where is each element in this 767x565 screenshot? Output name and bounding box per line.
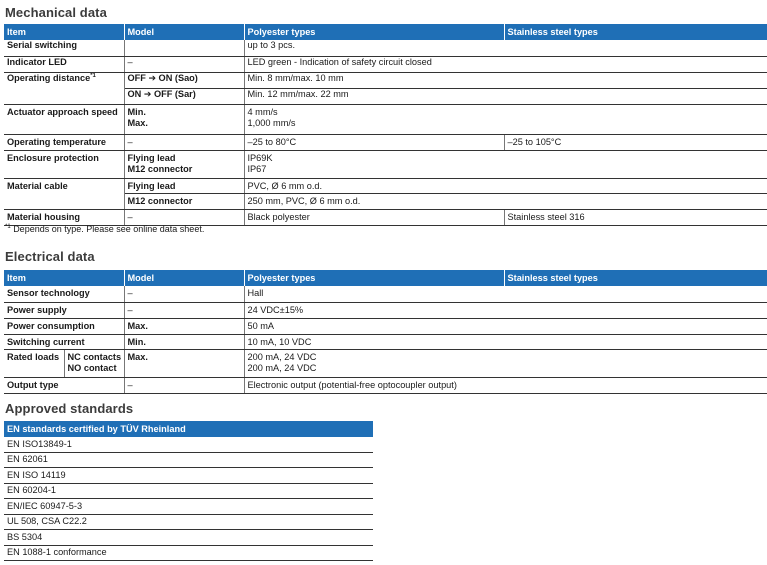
value-nc: 200 mA, 24 VDC [247, 351, 317, 362]
row-model: – [124, 302, 244, 318]
table-row [4, 209, 767, 225]
standard-item: EN ISO 14119 [4, 468, 373, 484]
row-value: 50 mA [244, 318, 767, 334]
header-model: Model [124, 24, 244, 40]
standard-item: EN/IEC 60947-5-3 [4, 499, 373, 515]
table-row [4, 377, 767, 393]
standard-item: EN 1088-1 conformance [4, 545, 373, 561]
table-row [4, 178, 767, 193]
header-item: Item [4, 270, 124, 286]
list-item [4, 545, 373, 561]
table-row [4, 318, 767, 334]
value-ip67: IP67 [247, 163, 267, 174]
row-polyester: –25 to 80°C [244, 134, 504, 150]
table-header-row [4, 421, 373, 437]
electrical-data-title: Electrical data [5, 249, 95, 264]
operating-distance-label: Operating distance [7, 72, 91, 83]
list-item [4, 499, 373, 515]
row-stainless: –25 to 105°C [504, 134, 767, 150]
row-model: – [124, 377, 244, 393]
standard-item: EN 60204-1 [4, 483, 373, 499]
row-item: Power supply [4, 302, 124, 318]
standard-item: UL 508, CSA C22.2 [4, 514, 373, 530]
row-model [124, 88, 244, 104]
arrow-right-icon: ➔ [148, 72, 156, 83]
row-stainless: Stainless steel 316 [504, 209, 767, 225]
electrical-data-table [4, 270, 767, 394]
list-item [4, 514, 373, 530]
table-header-row [4, 24, 767, 40]
row-value: PVC, Ø 6 mm o.d. [244, 178, 767, 193]
footnote-mark: *1 [5, 224, 11, 230]
row-value [244, 104, 767, 134]
row-value: 10 mA, 10 VDC [244, 334, 767, 349]
table-row [4, 72, 767, 88]
model-min: Min. [127, 106, 146, 117]
row-model: – [124, 286, 244, 302]
table-row [4, 334, 767, 349]
table-row [4, 302, 767, 318]
row-value: Hall [244, 286, 767, 302]
row-model: M12 connector [124, 193, 244, 209]
row-item: Enclosure protection [4, 150, 124, 178]
arrow-right-icon: ➔ [143, 88, 152, 99]
row-item: Switching current [4, 334, 124, 349]
nc-contacts-label: NC contacts [67, 351, 122, 362]
header-polyester: Polyester types [244, 270, 504, 286]
header-stainless: Stainless steel types [504, 270, 767, 286]
table-row [4, 56, 767, 72]
row-model: – [124, 134, 244, 150]
value-no: 200 mA, 24 VDC [247, 362, 317, 373]
header-stainless: Stainless steel types [504, 24, 767, 40]
list-item [4, 437, 373, 452]
approved-standards-title: Approved standards [5, 401, 134, 416]
table-row [4, 349, 767, 377]
row-value [244, 349, 767, 377]
row-model: – [124, 209, 244, 225]
row-value: Min. 8 mm/max. 10 mm [244, 72, 767, 88]
table-header-row [4, 270, 767, 286]
row-item: Material housing [4, 209, 124, 225]
row-model [124, 72, 244, 88]
row-item: Power consumption [4, 318, 124, 334]
row-item: Material cable [4, 178, 124, 209]
row-value: up to 3 pcs. [244, 40, 767, 56]
mechanical-data-title: Mechanical data [5, 5, 107, 20]
row-model: Flying lead [124, 178, 244, 193]
row-model [124, 40, 244, 56]
value-max: 1,000 mm/s [247, 117, 296, 128]
table-row [4, 134, 767, 150]
standard-item: EN ISO13849-1 [4, 437, 373, 452]
row-item: Rated loads [4, 349, 64, 377]
table-row [4, 150, 767, 178]
footnote-text: Depends on type. Please see online data sheet. [13, 224, 205, 234]
row-item: Operating temperature [4, 134, 124, 150]
list-item [4, 483, 373, 499]
list-item [4, 468, 373, 484]
row-model [124, 150, 244, 178]
row-item: Output type [4, 377, 124, 393]
header-model: Model [124, 270, 244, 286]
footnote [5, 224, 204, 234]
row-item: Indicator LED [4, 56, 124, 72]
row-value: Min. 12 mm/max. 22 mm [244, 88, 767, 104]
row-item: Serial switching [4, 40, 124, 56]
footnote-mark: *1 [90, 72, 96, 79]
header-item: Item [4, 24, 124, 40]
model-max: Max. [127, 117, 148, 128]
row-model: Min. [124, 334, 244, 349]
model-flying-lead: Flying lead [127, 152, 176, 163]
value-min: 4 mm/s [247, 106, 278, 117]
list-item [4, 452, 373, 468]
row-item [4, 72, 124, 104]
row-polyester: Black polyester [244, 209, 504, 225]
standards-header: EN standards certified by TÜV Rheinland [4, 421, 373, 437]
model-to: OFF (Sar) [153, 88, 196, 99]
model-to: ON (Sao) [158, 72, 198, 83]
header-polyester: Polyester types [244, 24, 504, 40]
row-value: LED green - Indication of safety circuit closed [244, 56, 767, 72]
value-ip69k: IP69K [247, 152, 273, 163]
model-m12: M12 connector [127, 163, 193, 174]
no-contact-label: NO contact [67, 362, 117, 373]
table-row [4, 40, 767, 56]
row-model: – [124, 56, 244, 72]
standards-table [4, 421, 373, 561]
row-subitem [64, 349, 124, 377]
row-model [124, 104, 244, 134]
row-value: Electronic output (potential-free optocoupler output) [244, 377, 767, 393]
model-from: ON [127, 88, 142, 99]
standard-item: EN 62061 [4, 452, 373, 468]
mechanical-data-table [4, 24, 767, 226]
row-item: Actuator approach speed [4, 104, 124, 134]
row-model: Max. [124, 318, 244, 334]
row-item: Sensor technology [4, 286, 124, 302]
list-item [4, 530, 373, 546]
table-row [4, 104, 767, 134]
row-value [244, 150, 767, 178]
row-value: 250 mm, PVC, Ø 6 mm o.d. [244, 193, 767, 209]
row-value: 24 VDC±15% [244, 302, 767, 318]
model-from: OFF [127, 72, 146, 83]
table-row [4, 286, 767, 302]
row-model: Max. [124, 349, 244, 377]
standard-item: BS 5304 [4, 530, 373, 546]
